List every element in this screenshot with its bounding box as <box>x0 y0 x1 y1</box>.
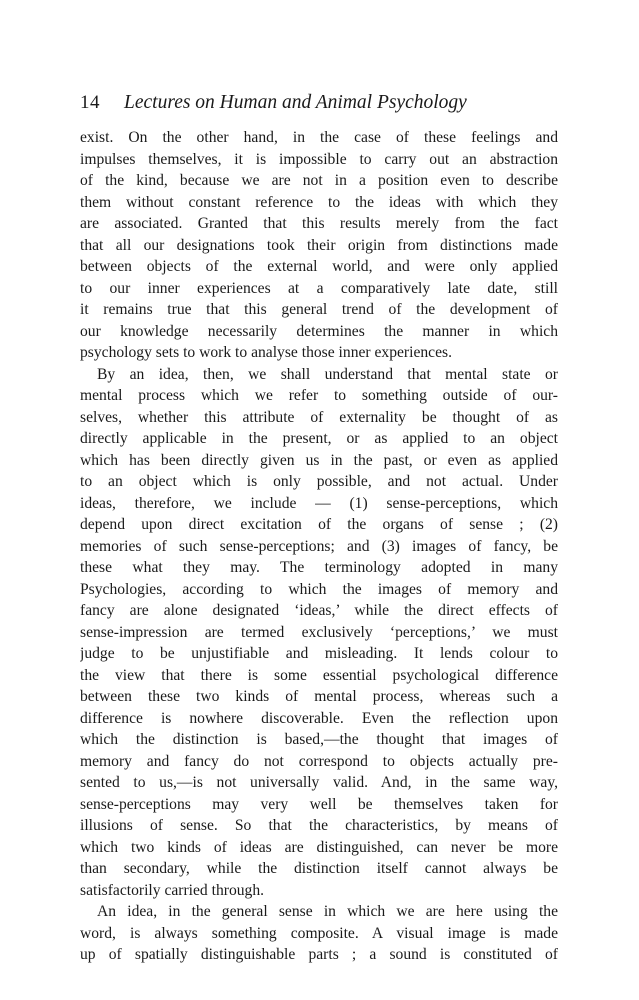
page-number: 14 <box>80 92 100 113</box>
text-line: word, is always something composite. A visual image is made <box>80 924 558 942</box>
text-line: memory and fancy do not correspond to objects actually pre- <box>80 752 558 770</box>
text-line: up of spatially distinguishable parts ; a sound is constituted of <box>80 946 558 963</box>
text-line: sented to us,—is not universally valid. And, in the same way, <box>80 774 558 791</box>
text-line: Psychologies, according to which the images of memory and <box>80 580 558 598</box>
text-line: of the kind, because we are not in a position even to describe <box>80 172 558 189</box>
text-line: which has been directly given us in the past, or even as applied <box>80 451 558 469</box>
paragraph <box>80 127 558 364</box>
text-line: fancy are alone designated ‘ideas,’ while the direct effects of <box>80 602 558 619</box>
text-line: impulses themselves, it is impossible to carry out an abstraction <box>80 150 558 168</box>
text-line: the view that there is some essential psychological difference <box>80 666 558 684</box>
text-line: to an object which is only possible, and not actual. Under <box>80 473 558 490</box>
paragraph <box>80 364 558 902</box>
text-line: difference is nowhere discoverable. Even the reflection upon <box>80 709 558 727</box>
text-line: directly applicable in the present, or as applied to an object <box>80 430 558 447</box>
text-line: judge to be unjustifiable and misleading. It lends colour to <box>80 645 558 662</box>
paragraph <box>80 901 558 966</box>
text-line: mental process which we refer to something outside of our- <box>80 387 558 404</box>
text-line: are associated. Granted that this results merely from the fact <box>80 215 558 232</box>
text-line: than secondary, while the distinction itself cannot always be <box>80 860 558 877</box>
text-line: between these two kinds of mental process, whereas such a <box>80 688 558 705</box>
text-line: that all our designations took their origin from distinctions made <box>80 236 558 254</box>
text-line: to our inner experiences at a comparatively late date, still <box>80 279 558 297</box>
text-line: illusions of sense. So that the characteristics, by means of <box>80 817 558 834</box>
text-line: exist. On the other hand, in the case of these feelings and <box>80 129 558 146</box>
text-line: which two kinds of ideas are distinguished, can never be more <box>80 838 558 856</box>
text-line: satisfactorily carried through. <box>80 881 265 899</box>
running-head <box>80 92 560 118</box>
text-line: selves, whether this attribute of externality be thought of as <box>80 408 558 426</box>
text-line: our knowledge necessarily determines the manner in which <box>80 322 558 340</box>
text-line: which the distinction is based,—the thought that images of <box>80 731 558 748</box>
text-line: these what they may. The terminology adopted in many <box>80 559 558 576</box>
text-line: psychology sets to work to analyse those inner experiences. <box>80 344 452 361</box>
text-line: sense-perceptions may very well be themselves taken for <box>80 795 558 813</box>
text-line: By an idea, then, we shall understand that mental state or <box>97 365 558 383</box>
running-title: Lectures on Human and Animal Psychology <box>124 92 467 113</box>
text-line: ideas, therefore, we include — (1) sense-perceptions, which <box>80 494 558 512</box>
body-text <box>80 127 558 966</box>
text-line: sense-impression are termed exclusively ‘perceptions,’ we must <box>80 623 558 641</box>
text-line: depend upon direct excitation of the organs of sense ; (2) <box>80 516 558 533</box>
text-line: memories of such sense-perceptions; and (3) images of fancy, be <box>80 537 558 555</box>
text-line: between objects of the external world, and were only applied <box>80 258 558 275</box>
text-line: An idea, in the general sense in which we are here using the <box>97 903 558 920</box>
text-line: them without constant reference to the ideas with which they <box>80 193 558 211</box>
text-line: it remains true that this general trend of the development of <box>80 301 558 318</box>
